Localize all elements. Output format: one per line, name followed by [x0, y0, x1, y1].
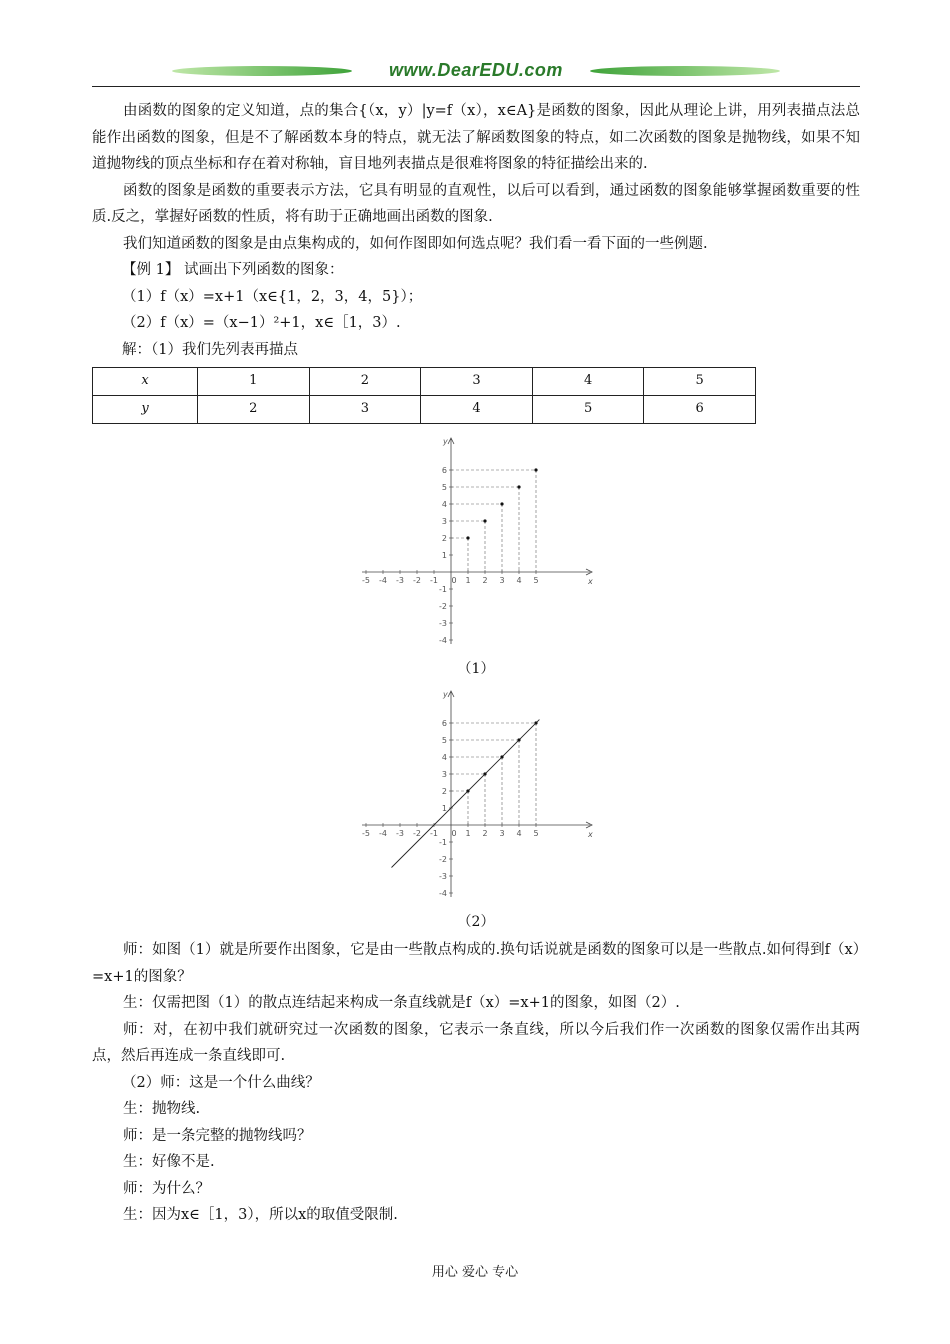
table-cell-x-label: x — [93, 368, 198, 396]
dialogue-line: 师：对，在初中我们就研究过一次函数的图象，它表示一条直线，所以今后我们作一次函数的图象仅需作出其两点，然后再连成一条直线即可. — [92, 1021, 860, 1064]
data-point — [517, 738, 520, 741]
y-tick-label: 6 — [441, 466, 447, 475]
table-cell: 4 — [421, 396, 533, 424]
x-tick-label: -3 — [396, 828, 404, 838]
intro-paragraph-1: 由函数的图象的定义知道，点的集合{（x，y）|y=f（x），x∈A}是函数的图象，因此从理论上讲，用列表描点法总能作出函数的图象，但是不了解函数本身的特点，就无法了解函数图象的特点，如二次函数的图象是抛物线，如果不知道抛物线的顶点坐标和存在着对称轴，盲目地列表描点是很难将图象的特征描绘出来的. — [92, 103, 860, 172]
table-cell: 1 — [198, 368, 310, 396]
x-tick-label: -2 — [413, 576, 421, 585]
x-tick-label: 5 — [533, 576, 539, 585]
dialogue-line: 生：仅需把图（1）的散点连结起来构成一条直线就是f（x）=x+1的图象，如图（2）. — [123, 995, 680, 1011]
y-tick-label: 5 — [441, 735, 447, 745]
site-logo: www.DearEDU.com — [389, 60, 563, 80]
table-cell: 2 — [309, 368, 421, 396]
y-tick-label: -2 — [439, 602, 447, 611]
x-tick-label: 4 — [516, 828, 522, 838]
dialogue-line: 生：好像不是. — [123, 1154, 215, 1170]
x-tick-label: -1 — [430, 828, 438, 838]
figure-1 — [92, 430, 860, 683]
dialogue-line: 生：因为x∈［1，3），所以x的取值受限制. — [123, 1207, 398, 1223]
data-point — [534, 468, 537, 471]
table-cell: 6 — [644, 396, 756, 424]
function-line — [392, 719, 540, 867]
y-tick-label: 1 — [441, 551, 447, 560]
x-tick-label: 3 — [499, 576, 505, 585]
data-point — [517, 485, 520, 488]
x-tick-label: -5 — [362, 828, 370, 838]
intro-paragraph-2: 函数的图象是函数的重要表示方法，它具有明显的直观性，以后可以看到，通过函数的图象能够掌握函数重要的性质.反之，掌握好函数的性质，将有助于正确地画出函数的图象. — [92, 182, 860, 225]
data-point — [500, 755, 503, 758]
x-tick-label: 4 — [516, 576, 522, 585]
table-cell: 5 — [644, 368, 756, 396]
data-point — [466, 536, 469, 539]
figure-1-caption: （1） — [457, 661, 495, 677]
y-tick-label: -3 — [439, 871, 447, 881]
value-table — [92, 367, 756, 424]
table-cell: 2 — [198, 396, 310, 424]
y-tick-label: -4 — [439, 636, 447, 645]
x-tick-label: 3 — [499, 828, 505, 838]
table-cell: 3 — [421, 368, 533, 396]
solution-line: 解：（1）我们先列表再描点 — [122, 341, 298, 358]
x-tick-label: -4 — [379, 828, 387, 838]
y-tick-label: -4 — [439, 888, 447, 898]
figure-2 — [92, 683, 860, 936]
page-footer: 用心 爱心 专心 — [431, 1265, 519, 1280]
y-tick-label: 1 — [441, 803, 447, 813]
data-point — [500, 502, 503, 505]
dialogue-line: 师：是一条完整的抛物线吗？ — [123, 1127, 312, 1144]
x-tick-label: 2 — [482, 576, 488, 585]
table-row-y — [93, 396, 756, 424]
x-tick-label: 1 — [465, 576, 471, 585]
page-header — [92, 60, 860, 90]
table-cell: 4 — [532, 368, 644, 396]
x-tick-label: -1 — [430, 576, 438, 585]
y-axis-label: y — [443, 437, 448, 446]
dialogue — [92, 937, 860, 1229]
table-row-x — [93, 368, 756, 396]
y-tick-label: 6 — [441, 718, 447, 728]
dialogue-line: （2）师：这是一个什么曲线？ — [122, 1074, 320, 1091]
figure-2-plot — [356, 683, 596, 903]
intro-paragraph-3: 我们知道函数的图象是由点集构成的，如何作图即如何选点呢？我们看一看下面的一些例题. — [123, 235, 708, 252]
x-axis-label: x — [588, 829, 593, 839]
x-tick-label: -4 — [379, 576, 387, 585]
dialogue-line: 生：抛物线. — [123, 1101, 201, 1117]
data-point — [483, 772, 486, 775]
data-point — [483, 519, 486, 522]
header-rule — [92, 86, 860, 87]
y-axis-label: y — [443, 689, 448, 699]
table-cell: 3 — [309, 396, 421, 424]
x-tick-label: 0 — [451, 576, 457, 585]
y-tick-label: 2 — [441, 786, 447, 796]
y-tick-label: 3 — [441, 769, 447, 779]
y-tick-label: 5 — [441, 483, 447, 492]
x-axis-label: x — [588, 577, 593, 586]
y-tick-label: 4 — [441, 500, 447, 509]
x-tick-label: 0 — [451, 828, 457, 838]
page-body — [92, 98, 860, 1229]
dialogue-line: 师：为什么？ — [123, 1180, 210, 1197]
y-tick-label: -2 — [439, 854, 447, 864]
data-point — [466, 789, 469, 792]
figure-2-caption: （2） — [457, 913, 495, 930]
x-tick-label: -3 — [396, 576, 404, 585]
y-tick-label: 3 — [441, 517, 447, 526]
x-tick-label: -2 — [413, 828, 421, 838]
y-tick-label: -1 — [439, 837, 447, 847]
example-item-1: （1）f（x）=x+1（x∈{1，2，3，4，5}）； — [122, 288, 423, 305]
x-tick-label: -5 — [362, 576, 370, 585]
example-title: 【例 1】 试画出下列函数的图象： — [122, 262, 344, 278]
y-tick-label: -3 — [439, 619, 447, 628]
x-tick-label: 1 — [465, 828, 471, 838]
figure-1-plot — [356, 430, 596, 650]
y-tick-label: 2 — [441, 534, 447, 543]
dialogue-line: 师：如图（1）就是所要作出图象，它是由一些散点构成的.换句话说就是函数的图象可以是一些散点.如何得到f（x）=x+1的图象？ — [92, 942, 860, 985]
x-tick-label: 5 — [533, 828, 539, 838]
data-point — [534, 721, 537, 724]
table-cell-y-label: y — [93, 396, 198, 424]
example-item-2: （2）f（x）=（x−1）²+1，x∈［1，3）. — [122, 315, 401, 331]
y-tick-label: 4 — [441, 752, 447, 762]
x-tick-label: 2 — [482, 828, 488, 838]
y-tick-label: -1 — [439, 585, 447, 594]
table-cell: 5 — [532, 396, 644, 424]
